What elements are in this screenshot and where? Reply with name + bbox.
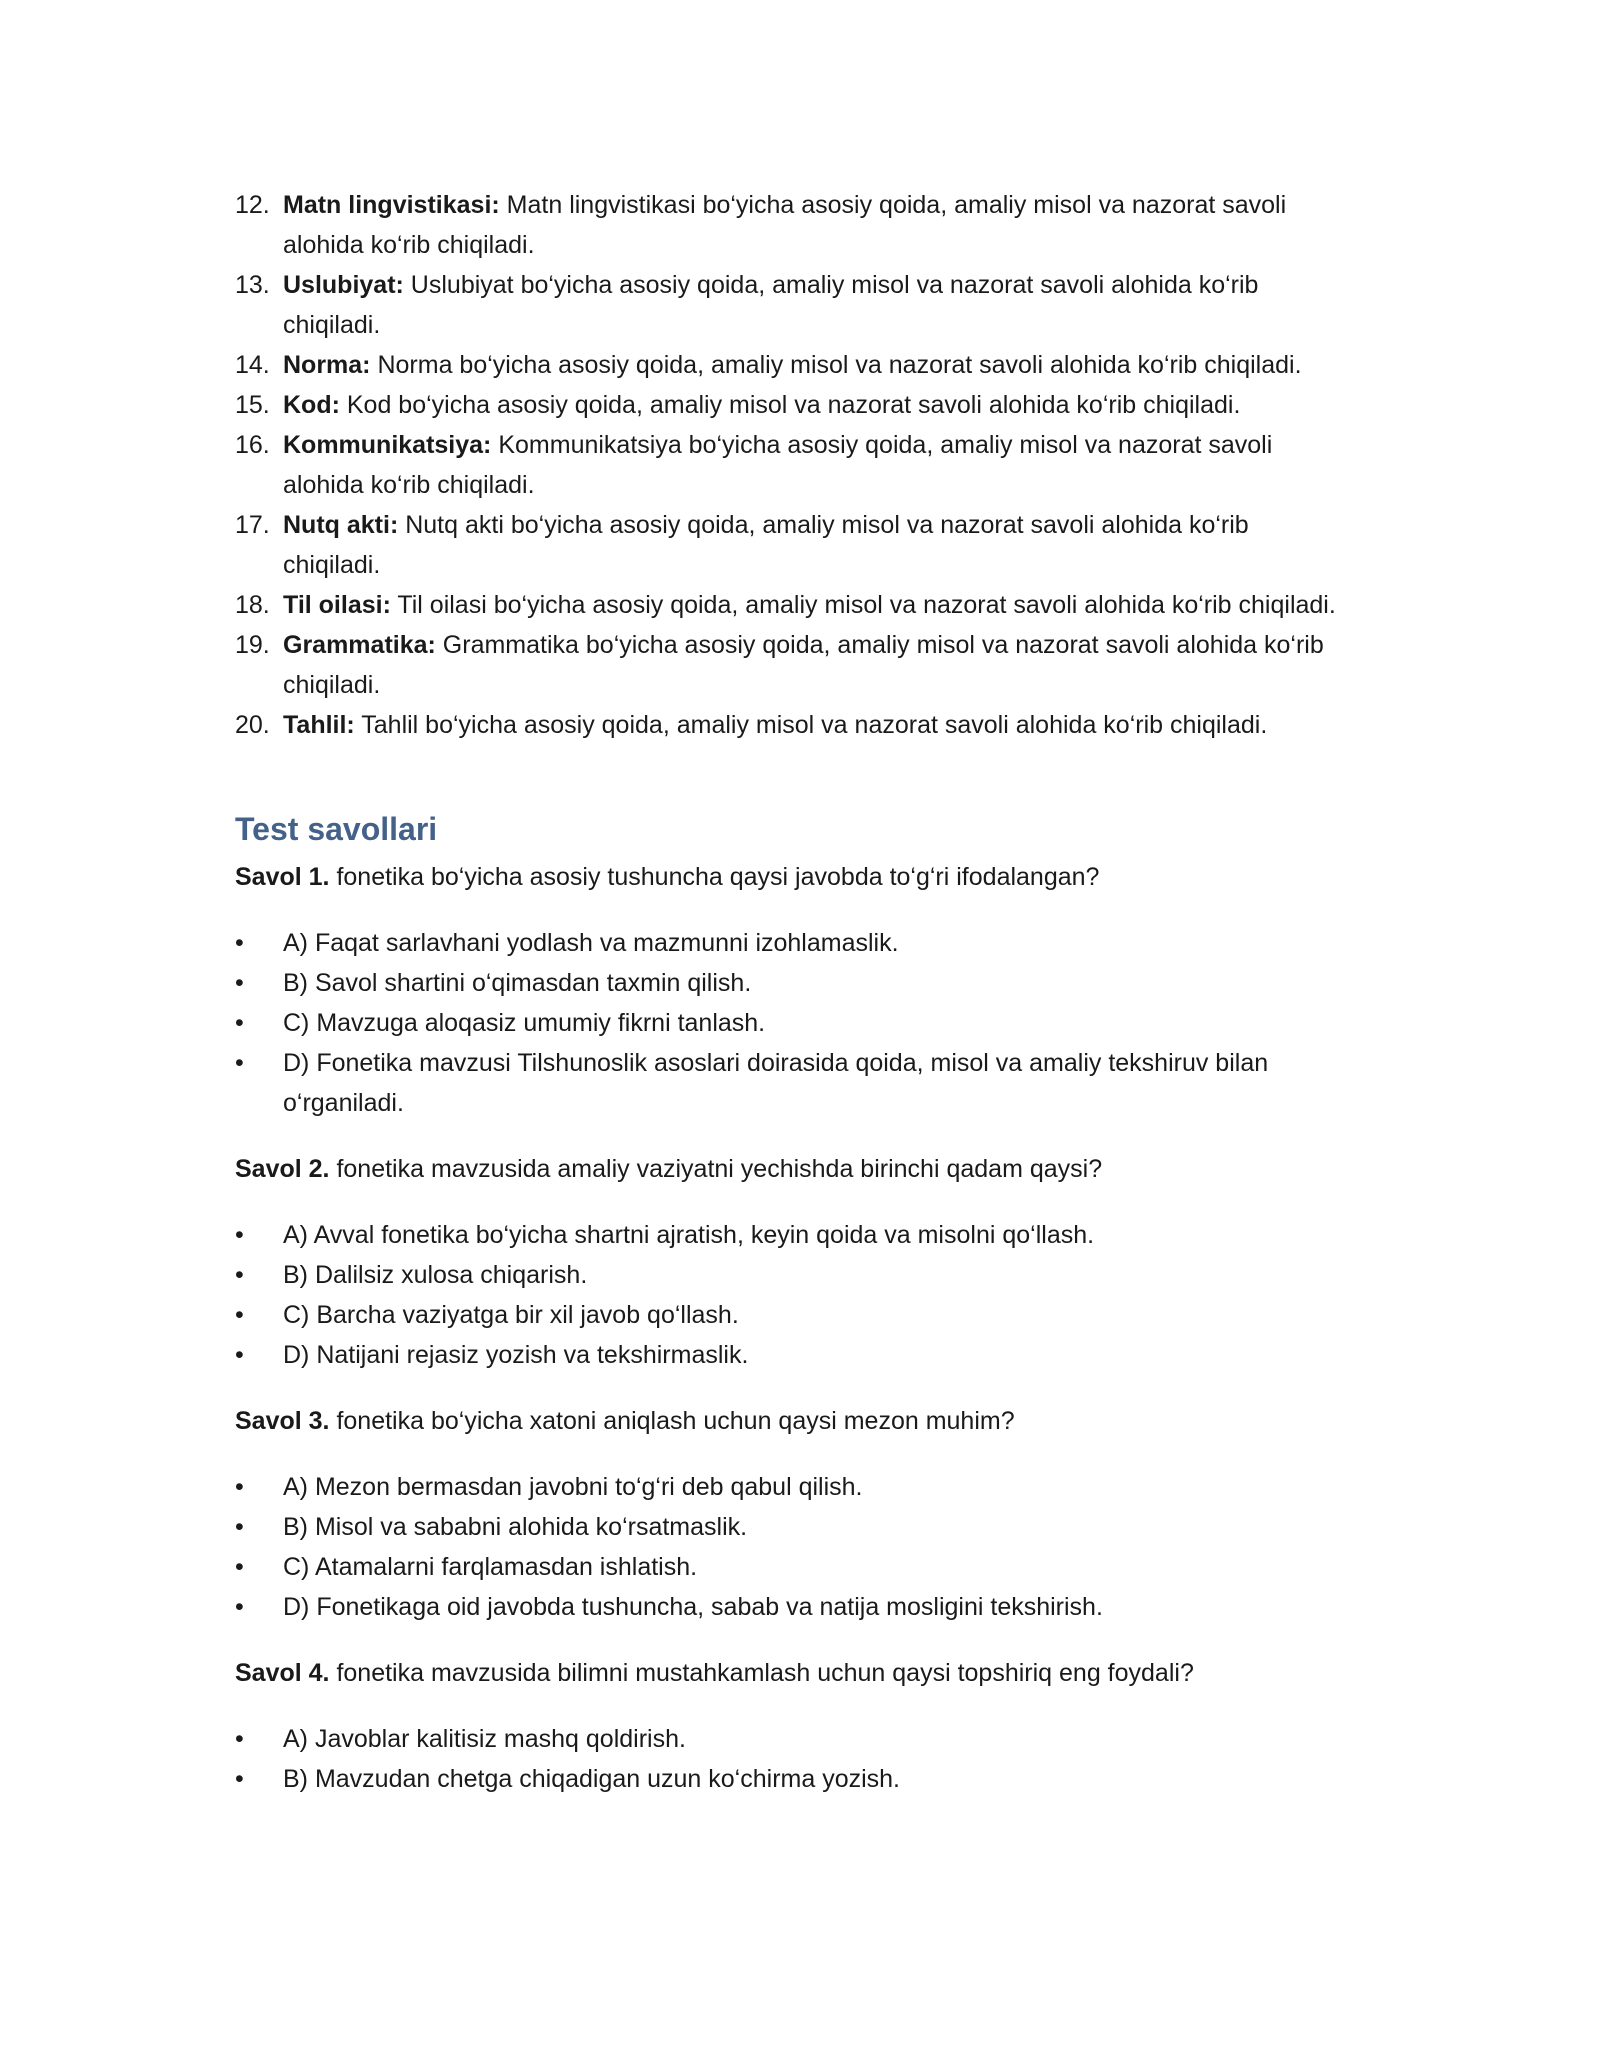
- item-number: 19.: [235, 631, 270, 659]
- answer-option: [235, 1215, 1340, 1255]
- option-text: A) Avval fonetika bo‘yicha shartni ajratish, keyin qoida va misolni qo‘llash.: [283, 1221, 1095, 1249]
- option-text: A) Mezon bermasdan javobni to‘g‘ri deb qabul qilish.: [283, 1473, 863, 1501]
- bullet-icon: •: [235, 1473, 244, 1501]
- answer-option: [235, 963, 1340, 1003]
- list-item: [235, 585, 1340, 625]
- bullet-icon: •: [235, 1553, 244, 1581]
- item-text: Norma bo‘yicha asosiy qoida, amaliy misol va nazorat savoli alohida ko‘rib chiqiladi.: [370, 351, 1302, 379]
- answer-option: [235, 1295, 1340, 1335]
- answer-options: [235, 1719, 1340, 1799]
- question: [235, 857, 1340, 897]
- option-text: A) Javoblar kalitisiz mashq qoldirish.: [283, 1725, 686, 1753]
- item-number: 13.: [235, 271, 270, 299]
- item-term: Norma:: [283, 351, 371, 379]
- answer-option: [235, 1467, 1340, 1507]
- list-item: [235, 625, 1340, 705]
- item-term: Tahlil:: [283, 711, 355, 739]
- item-number: 17.: [235, 511, 270, 539]
- item-number: 16.: [235, 431, 270, 459]
- option-text: B) Dalilsiz xulosa chiqarish.: [283, 1261, 588, 1289]
- answer-option: [235, 1003, 1340, 1043]
- answer-option: [235, 1043, 1340, 1123]
- option-text: C) Barcha vaziyatga bir xil javob qo‘llash.: [283, 1301, 739, 1329]
- bullet-icon: •: [235, 1049, 244, 1077]
- item-term: Grammatika:: [283, 631, 436, 659]
- question: [235, 1149, 1340, 1189]
- answer-option: [235, 1547, 1340, 1587]
- option-text: C) Mavzuga aloqasiz umumiy fikrni tanlash.: [283, 1009, 766, 1037]
- item-number: 15.: [235, 391, 270, 419]
- option-text: B) Mavzudan chetga chiqadigan uzun ko‘chirma yozish.: [283, 1765, 901, 1793]
- answer-option: [235, 1759, 1340, 1799]
- item-term: Til oilasi:: [283, 591, 391, 619]
- item-number: 20.: [235, 711, 270, 739]
- item-number: 12.: [235, 191, 270, 219]
- bullet-icon: •: [235, 929, 244, 957]
- question-text: fonetika bo‘yicha xatoni aniqlash uchun qaysi mezon muhim?: [329, 1407, 1015, 1435]
- bullet-icon: •: [235, 1513, 244, 1541]
- option-text: A) Faqat sarlavhani yodlash va mazmunni izohlamaslik.: [283, 929, 899, 957]
- answer-option: [235, 923, 1340, 963]
- item-number: 14.: [235, 351, 270, 379]
- list-item: [235, 425, 1340, 505]
- bullet-icon: •: [235, 1009, 244, 1037]
- item-term: Kommunikatsiya:: [283, 431, 492, 459]
- list-item: [235, 385, 1340, 425]
- item-text: Grammatika bo‘yicha asosiy qoida, amaliy misol va nazorat savoli alohida ko‘rib chiqiladi.: [283, 631, 1324, 699]
- bullet-icon: •: [235, 1221, 244, 1249]
- question-text: fonetika bo‘yicha asosiy tushuncha qaysi javobda to‘g‘ri ifodalangan?: [329, 863, 1100, 891]
- question-label: Savol 4.: [235, 1659, 330, 1687]
- answer-options: [235, 923, 1340, 1123]
- item-term: Uslubiyat:: [283, 271, 404, 299]
- item-text: Til oilasi bo‘yicha asosiy qoida, amaliy misol va nazorat savoli alohida ko‘rib chiqiladi.: [390, 591, 1336, 619]
- item-term: Nutq akti:: [283, 511, 399, 539]
- item-term: Matn lingvistikasi:: [283, 191, 500, 219]
- item-text: Tahlil bo‘yicha asosiy qoida, amaliy misol va nazorat savoli alohida ko‘rib chiqiladi.: [354, 711, 1268, 739]
- item-term: Kod:: [283, 391, 340, 419]
- bullet-icon: •: [235, 1341, 244, 1369]
- answer-options: [235, 1215, 1340, 1375]
- answer-option: [235, 1719, 1340, 1759]
- item-text: Uslubiyat bo‘yicha asosiy qoida, amaliy misol va nazorat savoli alohida ko‘rib chiqiladi.: [283, 271, 1259, 339]
- question-text: fonetika mavzusida bilimni mustahkamlash uchun qaysi topshiriq eng foydali?: [329, 1659, 1194, 1687]
- answer-option: [235, 1507, 1340, 1547]
- answer-option: [235, 1335, 1340, 1375]
- bullet-icon: •: [235, 1765, 244, 1793]
- option-text: B) Misol va sababni alohida ko‘rsatmaslik.: [283, 1513, 748, 1541]
- question: [235, 1653, 1340, 1693]
- option-text: D) Fonetika mavzusi Tilshunoslik asoslari doirasida qoida, misol va amaliy tekshiruv bilan o‘rganiladi.: [283, 1049, 1269, 1117]
- answer-option: [235, 1255, 1340, 1295]
- list-item: [235, 265, 1340, 345]
- item-text: Nutq akti bo‘yicha asosiy qoida, amaliy misol va nazorat savoli alohida ko‘rib chiqiladi.: [283, 511, 1249, 579]
- numbered-topic-list: [235, 185, 1340, 745]
- bullet-icon: •: [235, 1261, 244, 1289]
- item-text: Matn lingvistikasi bo‘yicha asosiy qoida, amaliy misol va nazorat savoli alohida ko‘rib chiqiladi.: [283, 191, 1287, 259]
- bullet-icon: •: [235, 1301, 244, 1329]
- question-label: Savol 1.: [235, 863, 330, 891]
- list-item: [235, 705, 1340, 745]
- section-heading: Test savollari: [235, 811, 438, 847]
- item-number: 18.: [235, 591, 270, 619]
- question: [235, 1401, 1340, 1441]
- item-text: Kod bo‘yicha asosiy qoida, amaliy misol va nazorat savoli alohida ko‘rib chiqiladi.: [339, 391, 1241, 419]
- question-text: fonetika mavzusida amaliy vaziyatni yechishda birinchi qadam qaysi?: [329, 1155, 1103, 1183]
- bullet-icon: •: [235, 1725, 244, 1753]
- option-text: D) Fonetikaga oid javobda tushuncha, sabab va natija mosligini tekshirish.: [283, 1593, 1103, 1621]
- item-text: Kommunikatsiya bo‘yicha asosiy qoida, amaliy misol va nazorat savoli alohida ko‘rib chiqiladi.: [283, 431, 1273, 499]
- option-text: D) Natijani rejasiz yozish va tekshirmaslik.: [283, 1341, 749, 1369]
- list-item: [235, 345, 1340, 385]
- option-text: B) Savol shartini o‘qimasdan taxmin qilish.: [283, 969, 752, 997]
- option-text: C) Atamalarni farqlamasdan ishlatish.: [283, 1553, 698, 1581]
- answer-option: [235, 1587, 1340, 1627]
- list-item: [235, 185, 1340, 265]
- question-label: Savol 3.: [235, 1407, 330, 1435]
- question-label: Savol 2.: [235, 1155, 330, 1183]
- bullet-icon: •: [235, 1593, 244, 1621]
- answer-options: [235, 1467, 1340, 1627]
- bullet-icon: •: [235, 969, 244, 997]
- list-item: [235, 505, 1340, 585]
